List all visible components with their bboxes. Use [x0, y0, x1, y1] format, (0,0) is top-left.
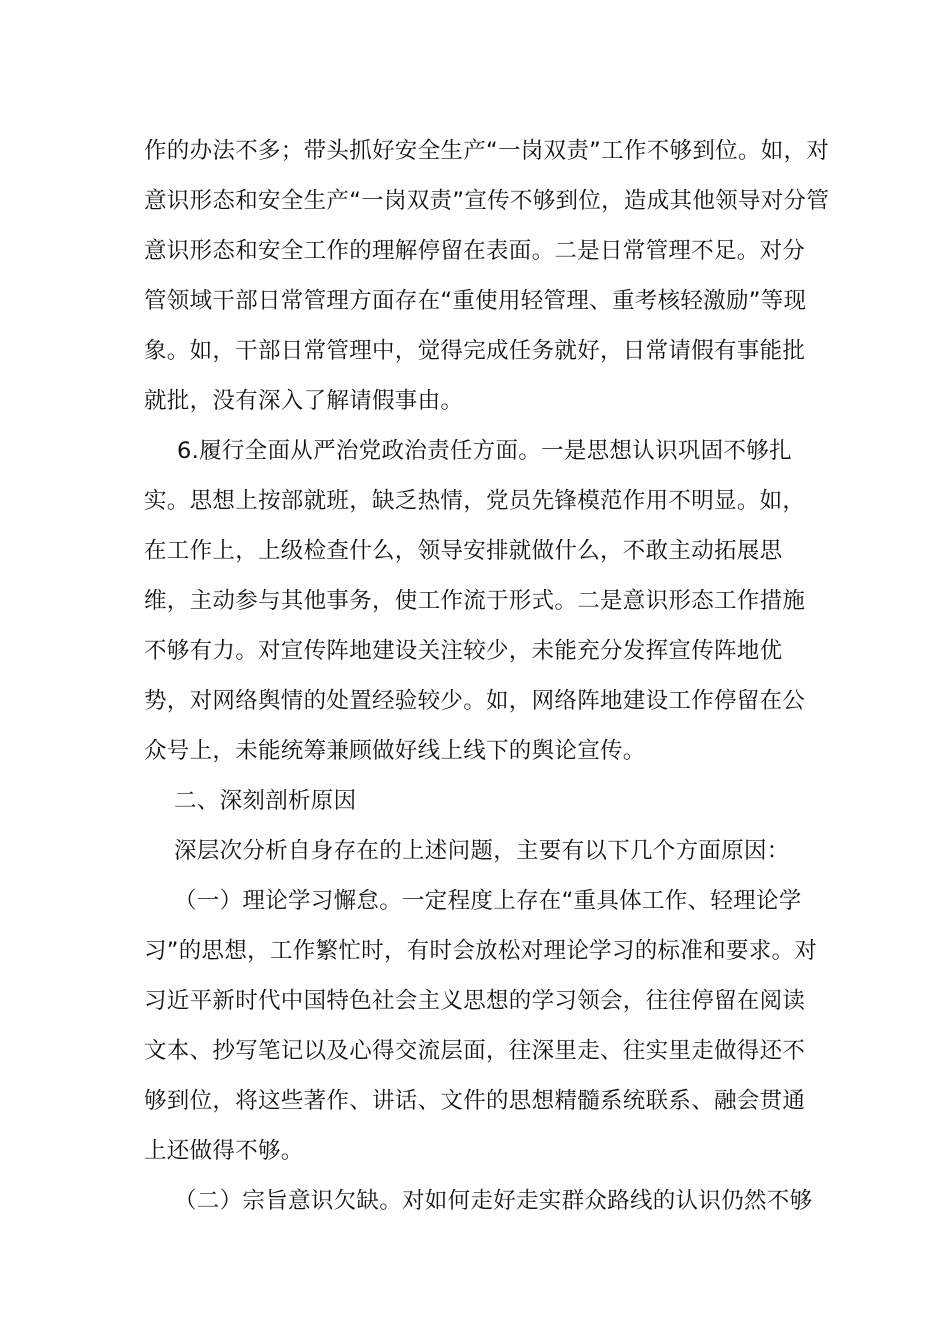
text-line: 意识形态和安全生产“一岗双责”宣传不够到位，造成其他领导对分管	[144, 188, 830, 214]
text-line: 实。思想上按部就班，缺乏热情，党员先锋模范作用不明显。如，	[144, 488, 806, 514]
document-body	[144, 126, 830, 1226]
text-line: 势，对网络舆情的处置经验较少。如，网络阵地建设工作停留在公	[144, 688, 806, 714]
text-line: 习近平新时代中国特色社会主义思想的学习领会，往往停留在阅读	[144, 988, 806, 1014]
text-line: 作的办法不多；带头抓好安全生产“一岗双责”工作不够到位。如，对	[144, 138, 830, 164]
paragraph-heading-6: 6.履行全面从严治党政治责任方面。一是思想认识巩固不够扎	[177, 438, 792, 464]
section-heading: 二、深刻剖析原因	[174, 788, 357, 814]
text-line: 维，主动参与其他事务，使工作流于形式。二是意识形态工作措施	[144, 588, 806, 614]
text-line: 文本、抄写笔记以及心得交流层面，往深里走、往实里走做得还不	[144, 1038, 806, 1064]
text-line: 深层次分析自身存在的上述问题，主要有以下几个方面原因：	[174, 838, 790, 864]
text-line: 在工作上，上级检查什么，领导安排就做什么，不敢主动拓展思	[144, 538, 783, 564]
text-line: 众号上，未能统筹兼顾做好线上线下的舆论宣传。	[144, 738, 646, 764]
text-line: 象。如，干部日常管理中，觉得完成任务就好，日常请假有事能批	[144, 338, 806, 364]
text-line: 意识形态和安全工作的理解停留在表面。二是日常管理不足。对分	[144, 238, 806, 264]
subsection-heading-2: （二）宗旨意识欠缺。对如何走好走实群众路线的认识仍然不够	[174, 1188, 813, 1214]
text-line: 够到位，将这些著作、讲话、文件的思想精髓系统联系、融会贯通	[144, 1088, 806, 1114]
text-line: 习”的思想，工作繁忙时，有时会放松对理论学习的标准和要求。对	[144, 938, 818, 964]
text-line: 管领域干部日常管理方面存在“重使用轻管理、重考核轻激励”等现	[144, 288, 807, 314]
text-line: 上还做得不够。	[144, 1138, 304, 1164]
text-line: 不够有力。对宣传阵地建设关注较少，未能充分发挥宣传阵地优	[144, 638, 783, 664]
text-line: 就批，没有深入了解请假事由。	[144, 388, 464, 414]
subsection-heading-1: （一）理论学习懈怠。一定程度上存在“重具体工作、轻理论学	[174, 888, 802, 914]
